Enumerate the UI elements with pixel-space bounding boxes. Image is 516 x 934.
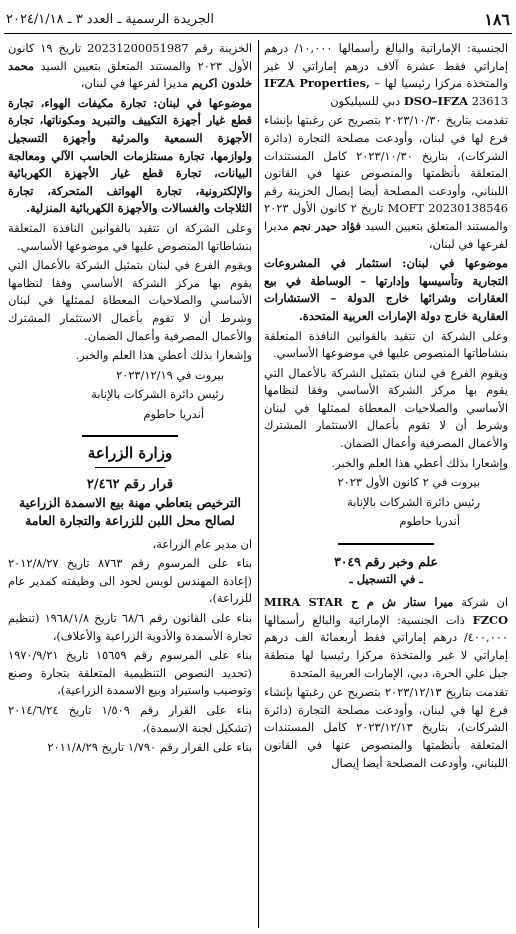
- header-rule: [4, 33, 512, 34]
- paragraph: الجنسية: الإماراتية والبالغ رأسمالها ١٠,٠٠٠/ درهم إماراتي فقط عشرة آلاف درهم إماراتي لا غير والمتخذة مركزا رئيسيا لها – IFZA Properties, DSO–IFZA 23613 دبي للسيليكون: [264, 41, 509, 108]
- decree-clause: بناء على القانون رقم ٦٨/٦ تاريخ ١٩٦٨/١/٨ (تنظيم تجارة الأسمدة والأدوية الزراعية والأعلاف)،: [8, 611, 252, 643]
- paragraph: ويقوم الفرع في لبنان بتمثيل الشركة بالأعمال التي يقوم بها مركز الشركة الأساسي وفقا لنظامها الأساسي والصلاحيات المعطاة لممثلها في لبنان وشرط أن لا تقوم بأعمال الاستثمار المشترك والأعمال المصرفية وأعمال الضمان.: [8, 258, 252, 343]
- paragraph: تقدمت بتاريخ ٢٠٢٣/١٠/٣٠ بتصريح عن رغبتها بإنشاء فرع لها في لبنان، وأودعت مصلحة التجارة (دائرة الشركات)، بتاريخ ٢٠٢٣/١٠/٣٠ كامل المستندات المتعلقة بأنظمتها والمنصوص عنها في القانون اللبناني، وأودعت المصلحة أيضا إيصال الخزينة رقم MOFT 20230138546 تاريخ ٢ كانون الأول ٢٠٢٣ والمستند المتعلق بتعيين السيد فؤاد حيدر نجم مديرا لفرعها في لبنان،: [264, 113, 509, 251]
- manager-name: محمد خلدون اكريم: [8, 58, 252, 91]
- decree-number: قرار رقم ٢/٤٦٢: [86, 477, 174, 493]
- signature-name: أندريا حاطوم: [399, 514, 460, 529]
- manager-name: فؤاد حيدر نجم: [292, 218, 362, 233]
- decree-clause: بناء على المرسوم رقم ١٥٦٥٩ تاريخ ١٩٧٠/٩/٢١ (تحديد النصوص التنظيمية المتعلقة بتجارة وصنع وتوضيب واستيراد وبيع الاسمدة الزراعية)،: [8, 648, 252, 698]
- decree-intro: ان مدير عام الزراعة،: [152, 536, 252, 551]
- paragraph: ان شركة ميرا ستار ش م ح MIRA STAR FZCO ذات الجنسية: الإماراتية والبالغ رأسمالها ٤٠٠,٠٠٠/ درهم إماراتي فقط أربعمائة الف درهم إماراتي لا غير والمتخذة مركزا رئيسيا لها منطقة جبل علي الحرة، دبي، الإمارات العربية المتحدة: [264, 595, 508, 680]
- section-separator: [82, 435, 178, 437]
- paragraph: ويقوم الفرع في لبنان بتمثيل الشركة بالأعمال التي يقوم بها مركز الشركة الأساسي وفقا لنظامها الأساسي والصلاحيات المعطاة لممثلها في لبنان وشرط أن لا تقوم بأعمال الاستثمار المشترك والأعمال المصرفية وأعمال الضمان.: [264, 365, 508, 451]
- page-header: [6, 6, 510, 32]
- right-column: [264, 40, 508, 774]
- company-name: IFZA Properties, DSO–IFZA: [264, 76, 469, 108]
- signature-name: أندريا حاطوم: [143, 406, 204, 421]
- signature-role: رئيس دائرة الشركات بالإنابة: [347, 494, 480, 509]
- section-separator: [338, 543, 434, 545]
- business-object: موضوعها في لبنان: استثمار في المشروعات التجارية وتأسيسها وإدارتها – الوساطة في بيع العقارات وشرائها خارج الدولة – الاستشارات العقارية خارج دولة الإمارات العربية المتحدة.: [264, 256, 508, 323]
- decree-clause: بناء على القرار رقم ١/٥٠٩ تاريخ ٢٠١٤/٦/٢٤ (تشكيل لجنة الاسمدة)،: [8, 703, 252, 735]
- paragraph: وعلى الشركة ان تتقيد بالقوانين النافذة المتعلقة بنشاطاتها المنصوص عليها في موضوعها الأساسي.: [264, 328, 508, 361]
- page-number: ١٨٦: [484, 9, 510, 29]
- notice-subheading: ـ في التسجيل ـ: [349, 571, 423, 586]
- ministry-heading: وزارة الزراعة: [87, 444, 173, 463]
- paragraph: وعلى الشركة ان تتقيد بالقوانين النافذة المتعلقة بنشاطاتها المنصوص عليها في موضوعها الأساسي.: [8, 220, 252, 253]
- signature-date: بيروت في ٢٠٢٣/١٢/١٩: [116, 367, 224, 382]
- column-divider: [258, 40, 259, 928]
- company-name: ميرا ستار ش م ح MIRA STAR FZCO: [264, 595, 508, 627]
- paragraph: وإشعارا بذلك أعطي هذا العلم والخبر.: [331, 455, 508, 470]
- signature-date: بيروت في ٢ كانون الأول ٢٠٢٣: [337, 475, 480, 490]
- notice-heading: علم وخبر رقم ٣٠٤٩: [334, 554, 438, 570]
- heading-rule: [95, 467, 165, 468]
- decree-clause: بناء على المرسوم رقم ٨٧٦٣ تاريخ ٢٠١٢/٨/٢٧ (إعادة المهندس لويس لحود الى وظيفته كمدير عام للزراعة)،: [8, 556, 252, 606]
- gazette-title: الجريدة الرسمية ـ العدد ٣ ـ ٢٠٢٤/١/١٨: [6, 11, 214, 27]
- decree-clause: بناء على القرار رقم ١/٧٩٠ تاريخ ٢٠١١/٨/٢٩: [47, 740, 252, 755]
- paragraph: تقدمت بتاريخ ٢٠٢٣/١٢/١٣ بتصريح عن رغبتها بإنشاء فرع لها في لبنان، وأودعت مصلحة التجارة (دائرة الشركات)، بتاريخ ٢٠٢٣/١٢/١٣ كامل المستندات المتعلقة بأنظمتها والمنصوص عنها في القانون اللبناني، وأودعت المصلحة أيضا إيصال: [264, 685, 508, 770]
- decree-title: الترخيص بتعاطي مهنة بيع الاسمدة الزراعية لصالح محل اللبن للزراعة والتجارة العامة: [19, 494, 241, 528]
- paragraph: الخزينة رقم 20231200051987 تاريخ ١٩ كانون الأول ٢٠٢٣ والمستند المتعلق بتعيين السيد محمد خلدون اكريم مديرا لفرعها في لبنان،: [8, 41, 253, 91]
- left-column: [8, 40, 252, 759]
- paragraph: وإشعارا بذلك أعطي هذا العلم والخبر.: [75, 348, 252, 363]
- business-object: موضوعها في لبنان: تجارة مكيفات الهواء، تجارة قطع غيار أجهزة التكييف والتبريد ومكوناتها، تجارة الأجهزة السمعية والمرئية وأجهزة التسجيل ولوازمها، تجارة مستلزمات الحاسب الآلي ومعالجة البيانات، تجارة قطع غيار الأجهزة الكهربائية والإلكترونية، تجارة الهواتف المتحركة، تجارة الثلاجات والغسالات والأجهزة الكهربائية المنزلية.: [8, 95, 252, 216]
- signature-role: رئيس دائرة الشركات بالإنابة: [91, 387, 224, 402]
